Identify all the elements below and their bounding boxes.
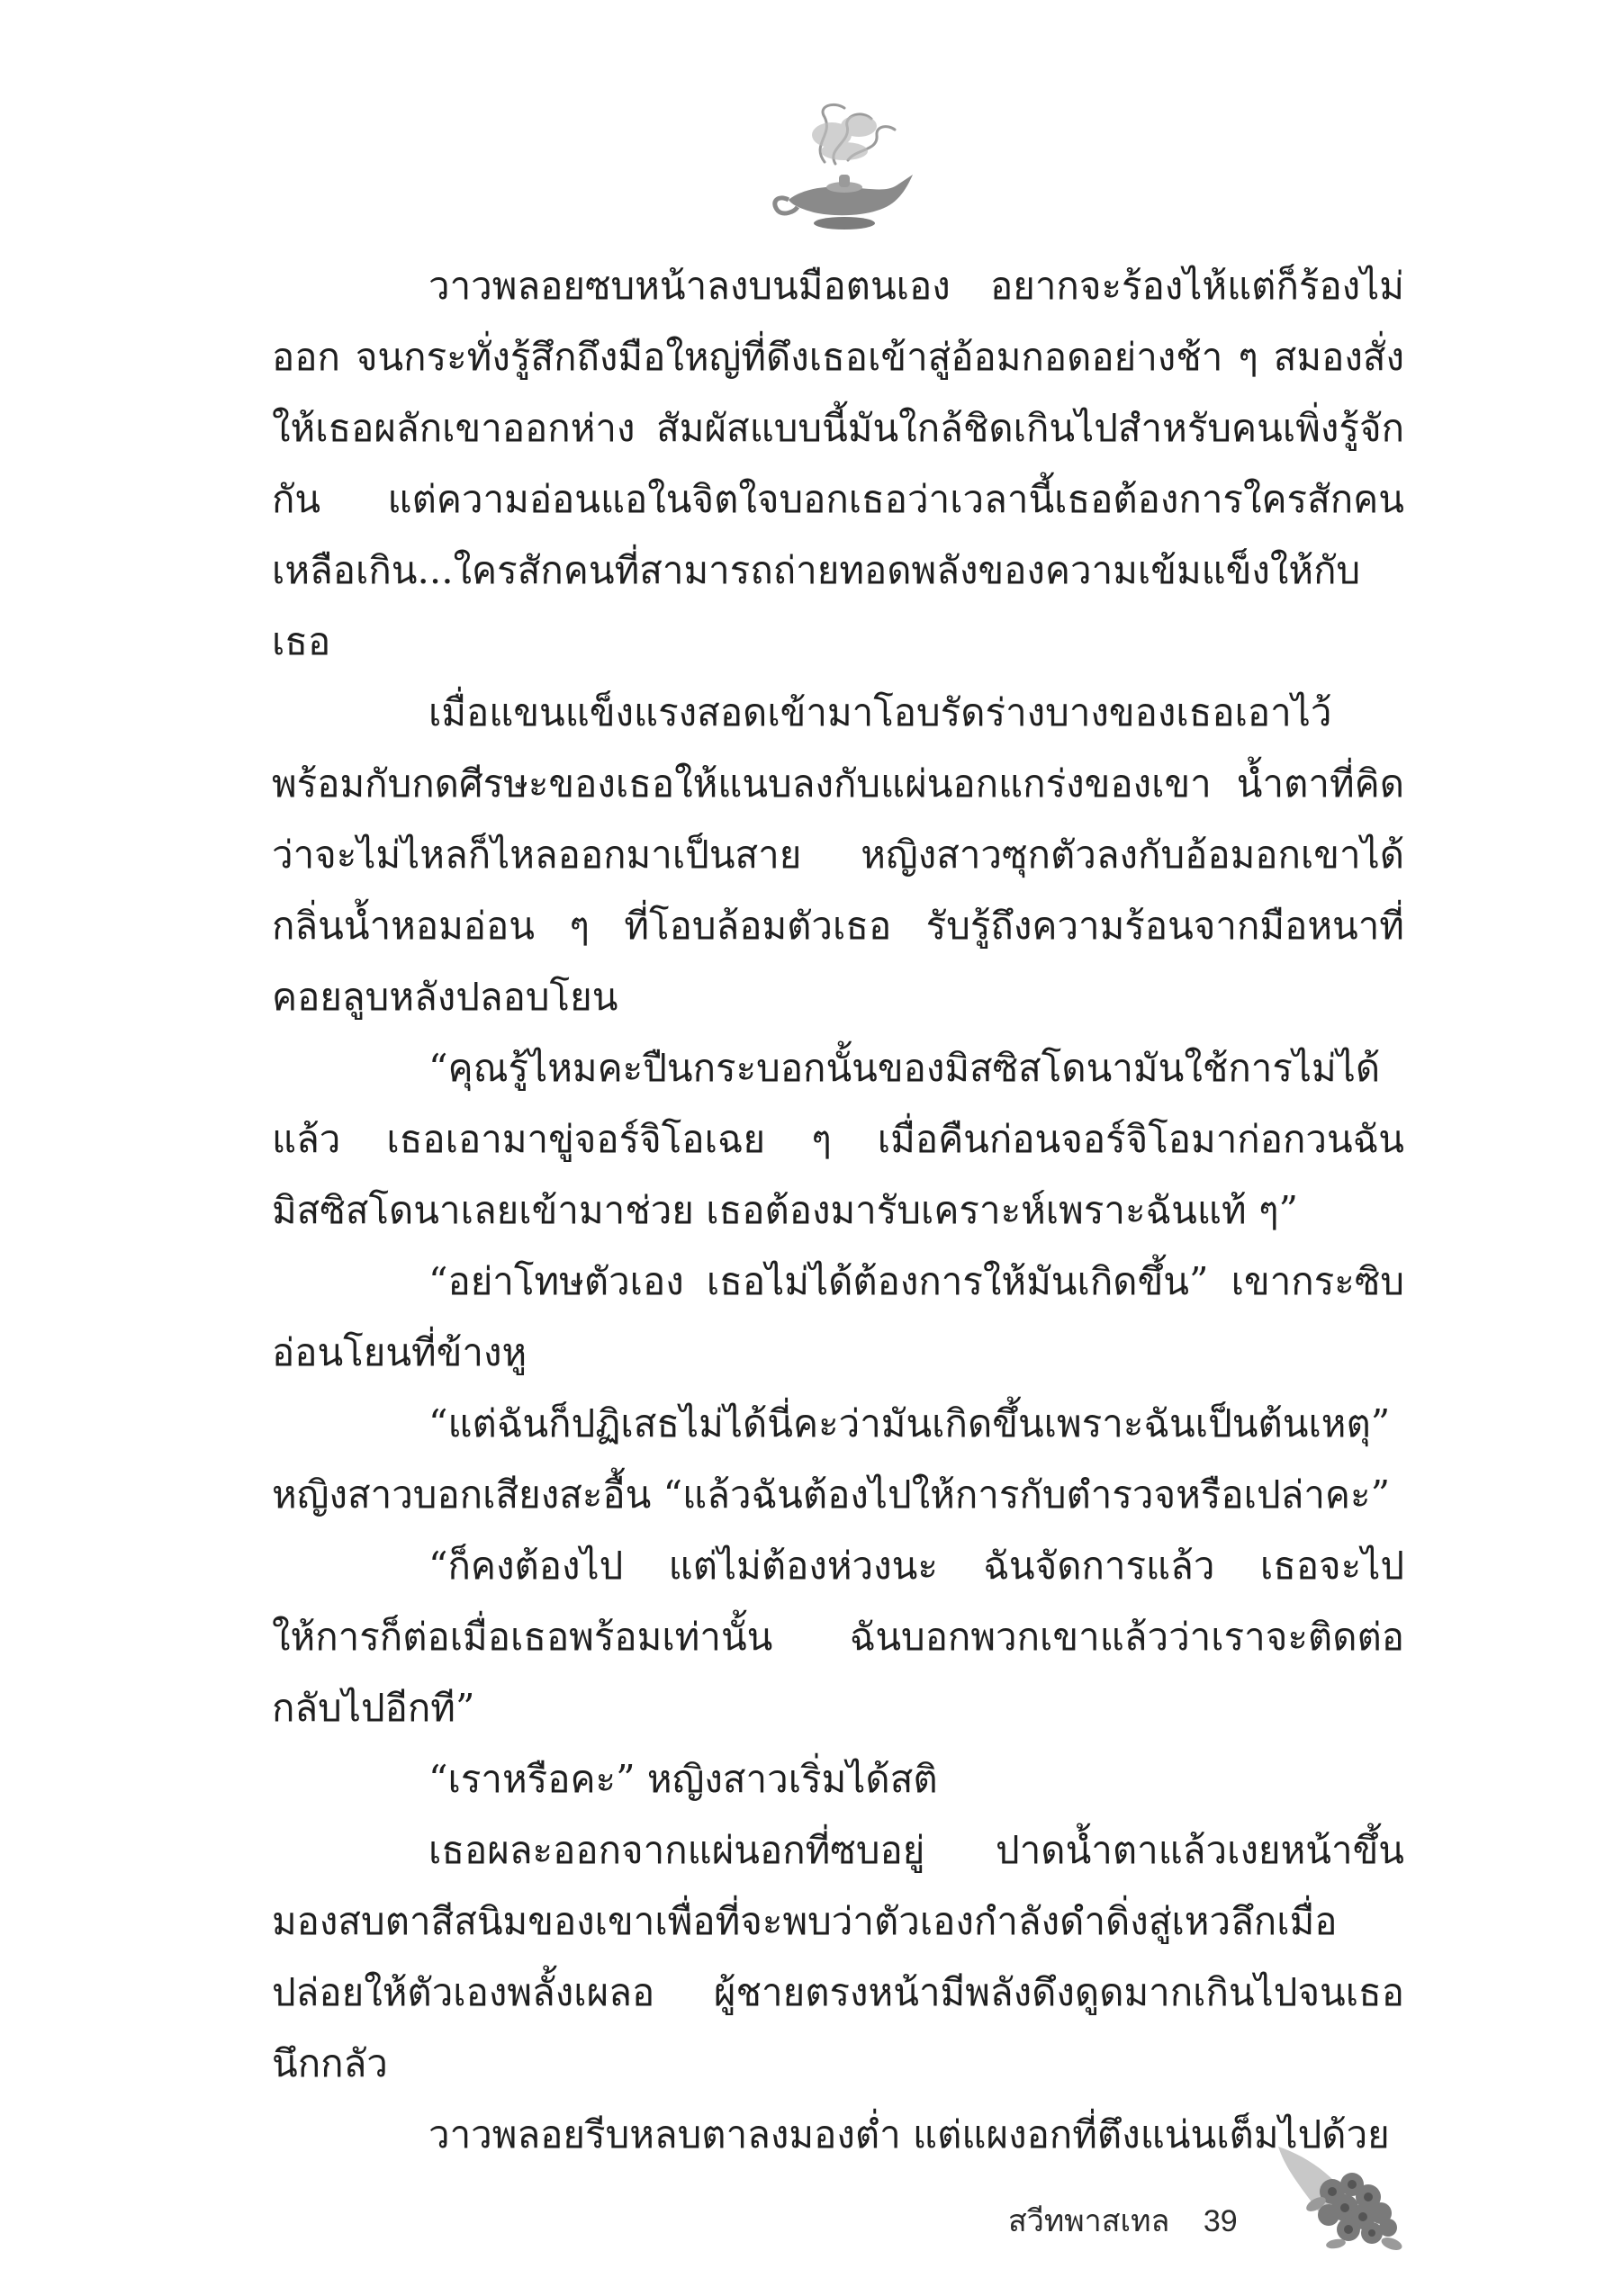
paragraph: วาวพลอยรีบหลบตาลงมองต่ำ แต่แผงอกที่ตึงแน่นเต็มไปด้วย xyxy=(428,2112,1390,2156)
paragraph: “ก็คงต้องไป แต่ไม่ต้องห่วงนะ ฉันจัดการแล้ว เธอจะไปให้การก็ต่อเมื่อเธอพร้อมเท่านั้น ฉันบอกพวกเขาแล้วว่าเราจะติดต่อกลับไปอีกที” xyxy=(272,1544,1404,1730)
paragraph: เมื่อแขนแข็งแรงสอดเข้ามาโอบรัดร่างบางของเธอเอาไว้พร้อมกับกดศีรษะของเธอให้แนบลงกับแผ่นอกแกร่งของเขา น้ำตาที่คิดว่าจะไม่ไหลก็ไหลออกมาเป็นสาย หญิงสาวซุกตัวลงกับอ้อมอกเขาได้กลิ่นน้ำหอมอ่อน ๆ ที่โอบล้อมตัวเธอ รับรู้ถึงความร้อนจากมือหนาที่คอยลูบหลังปลอบโยน xyxy=(272,690,1404,1019)
body-text xyxy=(272,250,1404,2170)
paragraph: “เราหรือคะ” หญิงสาวเริ่มได้สติ xyxy=(428,1757,938,1801)
flower-basket-icon xyxy=(1269,2138,1404,2264)
paragraph: “คุณรู้ไหมคะปืนกระบอกนั้นของมิสซิสโดนามันใช้การไม่ได้แล้ว เธอเอามาขู่จอร์จิโอเฉย ๆ เมื่อคืนก่อนจอร์จิโอมาก่อกวนฉัน มิสซิสโดนาเลยเข้ามาช่วย เธอต้องมารับเคราะห์เพราะฉันแท้ ๆ” xyxy=(272,1046,1404,1232)
paragraph: “อย่าโทษตัวเอง เธอไม่ได้ต้องการให้มันเกิดขึ้น” เขากระซิบอ่อนโยนที่ข้างหู xyxy=(272,1259,1404,1374)
page-footer xyxy=(1008,2196,1238,2245)
paragraph: วาวพลอยซบหน้าลงบนมือตนเอง อยากจะร้องไห้แต่ก็ร้องไม่ออก จนกระทั่งรู้สึกถึงมือใหญ่ที่ดึงเธอเข้าสู่อ้อมกอดอย่างช้า ๆ สมองสั่งให้เธอผลักเขาออกห่าง สัมผัสแบบนี้มันใกล้ชิดเกินไปสำหรับคนเพิ่งรู้จักกัน แต่ความอ่อนแอในจิตใจบอกเธอว่าเวลานี้เธอต้องการใครสักคนเหลือเกิน...ใครสักคนที่สามารถถ่ายทอดพลังของความเข้มแข็งให้กับเธอ xyxy=(272,264,1404,663)
book-title: สวีทพาสเทล xyxy=(1008,2204,1170,2238)
paragraph: เธอผละออกจากแผ่นอกที่ซบอยู่ ปาดน้ำตาแล้วเงยหน้าขึ้นมองสบตาสีสนิมของเขาเพื่อที่จะพบว่าตัวเองกำลังดำดิ่งสู่เหวลึกเมื่อปล่อยให้ตัวเองพลั้งเผลอ ผู้ชายตรงหน้ามีพลังดึงดูดมากเกินไปจนเธอนึกกลัว xyxy=(272,1828,1404,2085)
paragraph: “แต่ฉันก็ปฏิเสธไม่ได้นี่คะว่ามันเกิดขึ้นเพราะฉันเป็นต้นเหตุ” หญิงสาวบอกเสียงสะอื้น “แล้วฉันต้องไปให้การกับตำรวจหรือเปล่าคะ” xyxy=(272,1401,1391,1517)
page-number: 39 xyxy=(1203,2204,1238,2238)
genie-lamp-icon xyxy=(762,99,924,243)
